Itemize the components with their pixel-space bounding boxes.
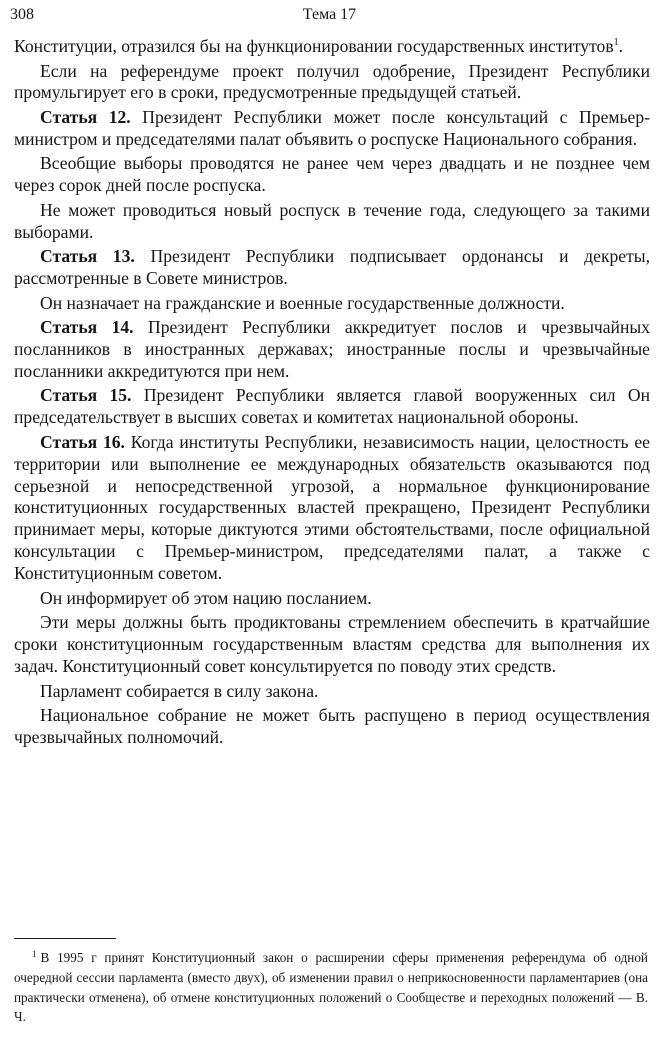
footnote-mark: 1 — [32, 948, 37, 959]
footnote-divider — [14, 938, 116, 939]
paragraph: Парламент собирается в силу закона. — [40, 680, 319, 701]
paragraph-continuation: Конституции, отразился бы на функционировании государственных институтов$^1$. — [14, 36, 624, 56]
page-header — [10, 2, 649, 28]
article-16: Статья 16. Когда институты Республики, независимость нации, целостность ее территории или выполнение ее международных обязательств оказываются под серьезной и непосредственной угрозой, а нормальное функционирование конституционных государственных властей прекращено, Президент Республики принимает меры, которые диктуются этими обстоятельствами, после официальной консультации с Премьер-министром, председателями палат, а также с Конституционным советом. — [14, 431, 650, 584]
paragraph: Он назначает на гражданские и военные государственные должности. — [40, 292, 565, 313]
paragraph: Он информирует об этом нацию посланием. — [40, 587, 372, 608]
footnote-text: В 1995 г принят Конституционный закон о расширении сферы применения референдума об одной очередной сессии парламента (вместо двух), об изменении правил о неприкосновенности парламентариев (она практически отменена), об отмене конституционных положений о Сообществе и переходных положений — В. Ч. — [14, 950, 648, 1025]
article-number: Статья 13. — [40, 246, 135, 267]
article-15: Статья 15. Президент Республики является главой вооруженных сил Он председательствует в высших советах и комитетах национальной обороны. — [14, 385, 651, 428]
article-13: Статья 13. Президент Республики подписывает ордонансы и декреты, рассмотренные в Совете министров. — [14, 246, 651, 289]
paragraph: Национальное собрание не может быть распущено в период осуществления чрезвычайных полномочий. — [14, 705, 650, 747]
footnote — [14, 948, 648, 1027]
article-number: Статья 12. — [40, 106, 131, 127]
running-head: Тема 17 — [302, 6, 357, 23]
article-number: Статья 14. — [40, 317, 134, 338]
paragraph: Всеобщие выборы проводятся не ранее чем через двадцать и не позднее чем через сорок дней после роспуска. — [14, 153, 650, 196]
footnote-reference: 1 — [613, 37, 619, 49]
article-number: Статья 16. — [40, 431, 125, 452]
article-14: Статья 14. Президент Республики аккредитует послов и чрезвычайных посланников в иностранных державах; иностранные послы и чрезвычайные посланники аккредитуются при нем. — [14, 317, 650, 381]
article-12: Статья 12. Президент Республики может после консультаций с Премьер-министром и председателями палат объявить о роспуске Национального собрания. — [14, 106, 650, 149]
paragraph: Если на референдуме проект получил одобрение, Президент Республики промульгирует его в сроки, предусмотренные предыдущей статьей. — [14, 60, 650, 103]
paragraph: Эти меры должны быть продиктованы стремлением обеспечить в кратчайшие сроки конституционным государственным властям средства для выполнения их задач. Конституционный совет консультируется по поводу этих средств. — [14, 612, 650, 676]
page-number: 308 — [10, 6, 34, 23]
paragraph: Не может проводиться новый роспуск в течение года, следующего за такими выборами. — [14, 199, 650, 242]
article-number: Статья 15. — [40, 385, 132, 406]
body-text — [14, 36, 650, 751]
